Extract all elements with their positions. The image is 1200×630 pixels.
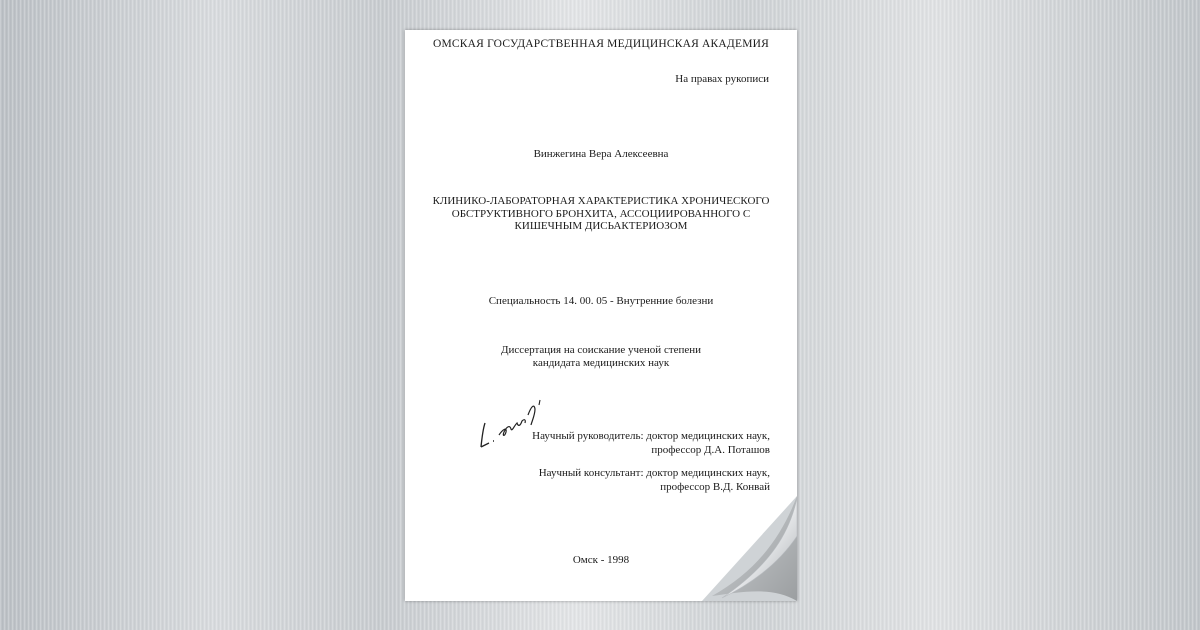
title-line: ОБСТРУКТИВНОГО БРОНХИТА, АССОЦИИРОВАННОГО С	[451, 207, 751, 220]
degree-statement	[405, 344, 797, 370]
supervisor-line: профессор Д.А. Поташов	[651, 443, 770, 456]
degree-line: Диссертация на соискание ученой степени	[500, 344, 702, 356]
author-name: Винжегина Вера Алексеевна	[533, 148, 669, 160]
scientific-supervisor	[532, 430, 770, 457]
scientific-consultant	[539, 467, 770, 494]
specialty-line: Специальность 14. 00. 05 - Внутренние болезни	[488, 295, 714, 307]
title-line: КИШЕЧНЫМ ДИСЬАКТЕРИОЗОМ	[514, 220, 688, 232]
consultant-line: Научный консультант: доктор медицинских наук,	[538, 467, 770, 479]
place-and-year: Омск - 1998	[572, 554, 630, 566]
consultant-line: профессор В.Д. Конвай	[660, 480, 770, 493]
document-page	[405, 30, 797, 601]
supervisor-line: Научный руководитель: доктор медицинских наук,	[532, 430, 770, 442]
organization-name: ОМСКАЯ ГОСУДАРСТВЕННАЯ МЕДИЦИНСКАЯ АКАДЕМИЯ	[432, 38, 770, 50]
title-line: КЛИНИКО-ЛАБОРАТОРНАЯ ХАРАКТЕРИСТИКА ХРОНИЧЕСКОГО	[432, 195, 770, 207]
degree-line: кандидата медицинских наук	[532, 357, 670, 369]
page-curl-icon	[702, 496, 797, 601]
dissertation-title	[405, 195, 797, 233]
rights-note: На правах рукописи	[675, 73, 769, 85]
